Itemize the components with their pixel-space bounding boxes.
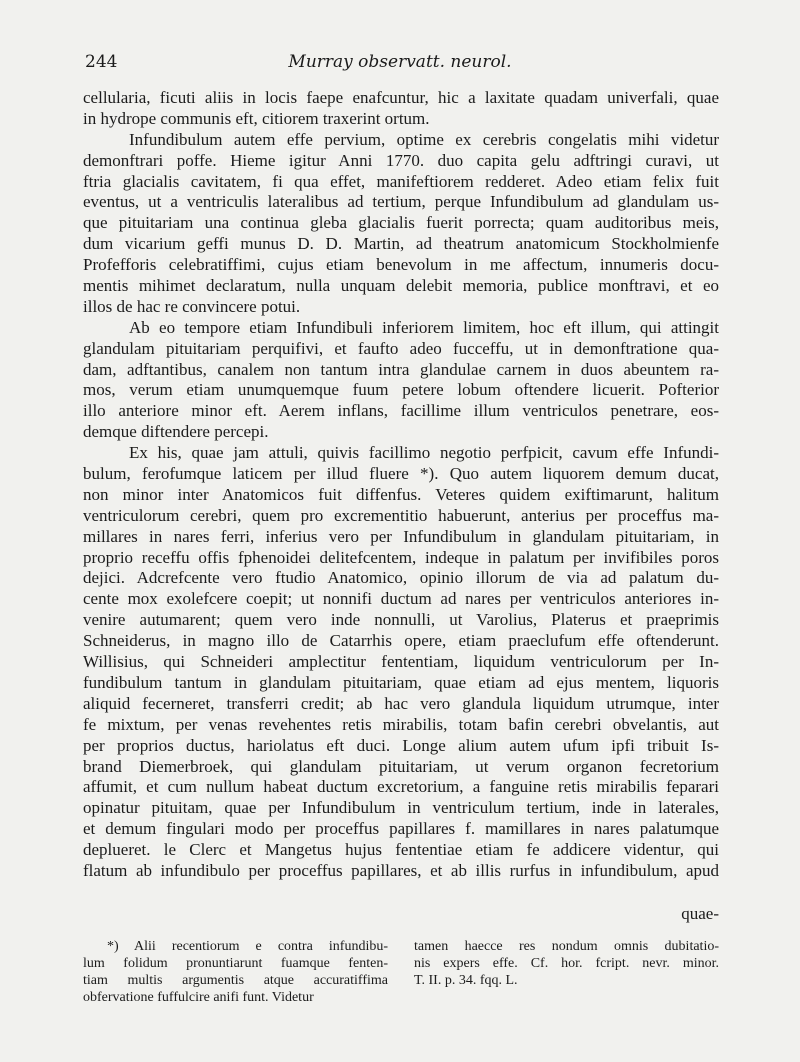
footnote-column-right [414, 938, 719, 989]
text-line: mentis mihimet declaratum, nulla unquam delebit memoria, publice monftravi, et eo [83, 276, 719, 296]
text-line: fe mixtum, per venas revehentes retis mirabilis, totam bafin cerebri obvelantis, aut [83, 714, 719, 734]
text-line: que pituitariam una continua gleba glacialis fuerit porrecta; quam auditoribus meis, [83, 213, 719, 233]
text-line: cellularia, ficuti aliis in locis faepe enafcuntur, hic a laxitate quadam univerfali, quae [83, 88, 719, 107]
text-line: mos, verum etiam unumquemque fuum petere lobum oftendere licuerit. Pofterior [83, 380, 719, 400]
footnote-line: T. II. p. 34. fqq. L. [414, 973, 518, 988]
footnote-line: *) Alii recentiorum e contra infundibu- [107, 939, 388, 954]
text-line: venire autumarent; quem vero inde nonnulli, ut Varolius, Platerus et praeprimis [83, 610, 719, 630]
text-line: Willisius, qui Schneideri amplectitur fententiam, liquidum ventriculorum per In- [83, 652, 719, 672]
footnote-line: lum folidum pronuntiarunt fuamque fenten- [83, 956, 388, 971]
footnote-line: tiam multis argumentis atque accuratiffima [83, 973, 388, 988]
footnote-line: nis expers effe. Cf. hor. fcript. nevr. minor. [414, 956, 719, 971]
text-line: opinatur pituitam, quae per Infundibulum in ventriculum tertium, inde in laterales, [83, 798, 719, 818]
text-line: Ex his, quae jam attuli, quivis facillimo negotio perfpicit, cavum effe Infundi- [129, 443, 719, 463]
page-number: 244 [85, 52, 118, 72]
text-line: glandulam pituitariam perquifivi, et faufto adeo fucceffu, ut in demonftratione qua- [83, 338, 719, 358]
text-line: aliquid fecerneret, transferri credit; ab hac vero glandula liquidum utrumque, inter [83, 693, 719, 713]
main-text [83, 88, 719, 882]
text-line: eventus, ut a ventriculis lateralibus ad tertium, perque Infundibulum ad glandulam us- [83, 192, 719, 212]
text-line: brand Diemerbroek, qui glandulam pituitariam, ut verum organon fecretorium [83, 756, 719, 776]
text-line: illo anteriore minor eft. Aerem inflans, facillime illum ventriculos penetrare, eos- [83, 401, 719, 421]
text-line: dam, adftantibus, canalem non tantum intra glandulae carnem in duos abeuntem ra- [83, 359, 719, 379]
catchword: quae- [681, 904, 719, 923]
text-line: per proprios ductus, hariolatus eft duci. Longe alium autem ufum ipfi tribuit Is- [83, 735, 719, 755]
text-line: millares in nares ferri, inferius vero per Infundibulum in glandulam pituitariam, in [83, 526, 719, 546]
footnote-line: obfervatione fuffulcire anifi funt. Videtur [83, 990, 314, 1005]
text-line: bulum, ferofumque laticem per illud fluere *). Quo autem liquorem demum ducat, [83, 464, 719, 484]
text-line: proprio receffu offis fphenoidei delitefcentem, indeque in palatum per invifibiles poros [83, 547, 719, 567]
text-line: Infundibulum autem effe pervium, optime ex cerebris congelatis mihi videtur [129, 129, 719, 149]
text-line: dum vicarium geffi munus D. D. Martin, ad theatrum anatomicum Stockholmienfe [83, 234, 719, 254]
text-line: ventriculorum cerebri, quem pro excrementitio habuerunt, anterius per proceffus ma- [83, 505, 719, 525]
text-line: cente mox exolefcere coepit; ut nonnifi ductum ad nares per ventriculos anteriores in- [83, 589, 719, 609]
text-line: affumit, et cum nullum habeat ductum excretorium, a fanguine retis mirabilis feparari [83, 777, 719, 797]
text-line: Profefforis celebratiffimi, cujus etiam benevolum in me affectum, innumeris docu- [83, 255, 719, 275]
text-line: deplueret. le Clerc et Mangetus hujus fententiae etiam fe addicere videntur, qui [83, 840, 719, 860]
text-line: Ab eo tempore etiam Infundibuli inferiorem limitem, hoc eft illum, qui attingit [129, 317, 719, 337]
text-line: fundibulum tantum in glandulam pituitariam, quae etiam ad ejus mentem, liquoris [83, 672, 719, 692]
text-line: Schneiderus, in magno illo de Catarrhis opere, etiam praeclufum effe oftenderunt. [83, 631, 719, 651]
text-line: in hydrope communis eft, citiorem traxerint ortum. [83, 108, 430, 128]
running-title: Murray observatt. neurol. [288, 52, 512, 72]
text-line: et demum fingulari modo per proceffus papillares f. mamillares in nares palatumque [83, 819, 719, 839]
text-line: dejici. Adcrefcente vero ftudio Anatomico, opinio illorum de via ad palatum du- [83, 568, 719, 588]
page-header [85, 52, 715, 76]
text-line: flatum ab infundibulo per proceffus papillares, et ab illis rurfus in infundibulum, apud [83, 860, 719, 880]
text-line: demque diftendere percepi. [83, 422, 269, 442]
text-line: illos de hac re convincere potui. [83, 296, 301, 316]
text-line: ftria glacialis cavitatem, fi qua effet, manifeftiorem redderet. Adeo etiam felix fuit [83, 171, 719, 191]
text-line: non minor inter Anatomicos fuit diffenfus. Veteres quidem exiftimarunt, halitum [83, 484, 719, 504]
footnote-line: tamen haecce res nondum omnis dubitatio- [414, 939, 719, 954]
text-line: demonftrari poffe. Hieme igitur Anni 1770. duo capita gelu adftringi curavi, ut [83, 150, 719, 170]
footnote-column-left [83, 938, 388, 1006]
